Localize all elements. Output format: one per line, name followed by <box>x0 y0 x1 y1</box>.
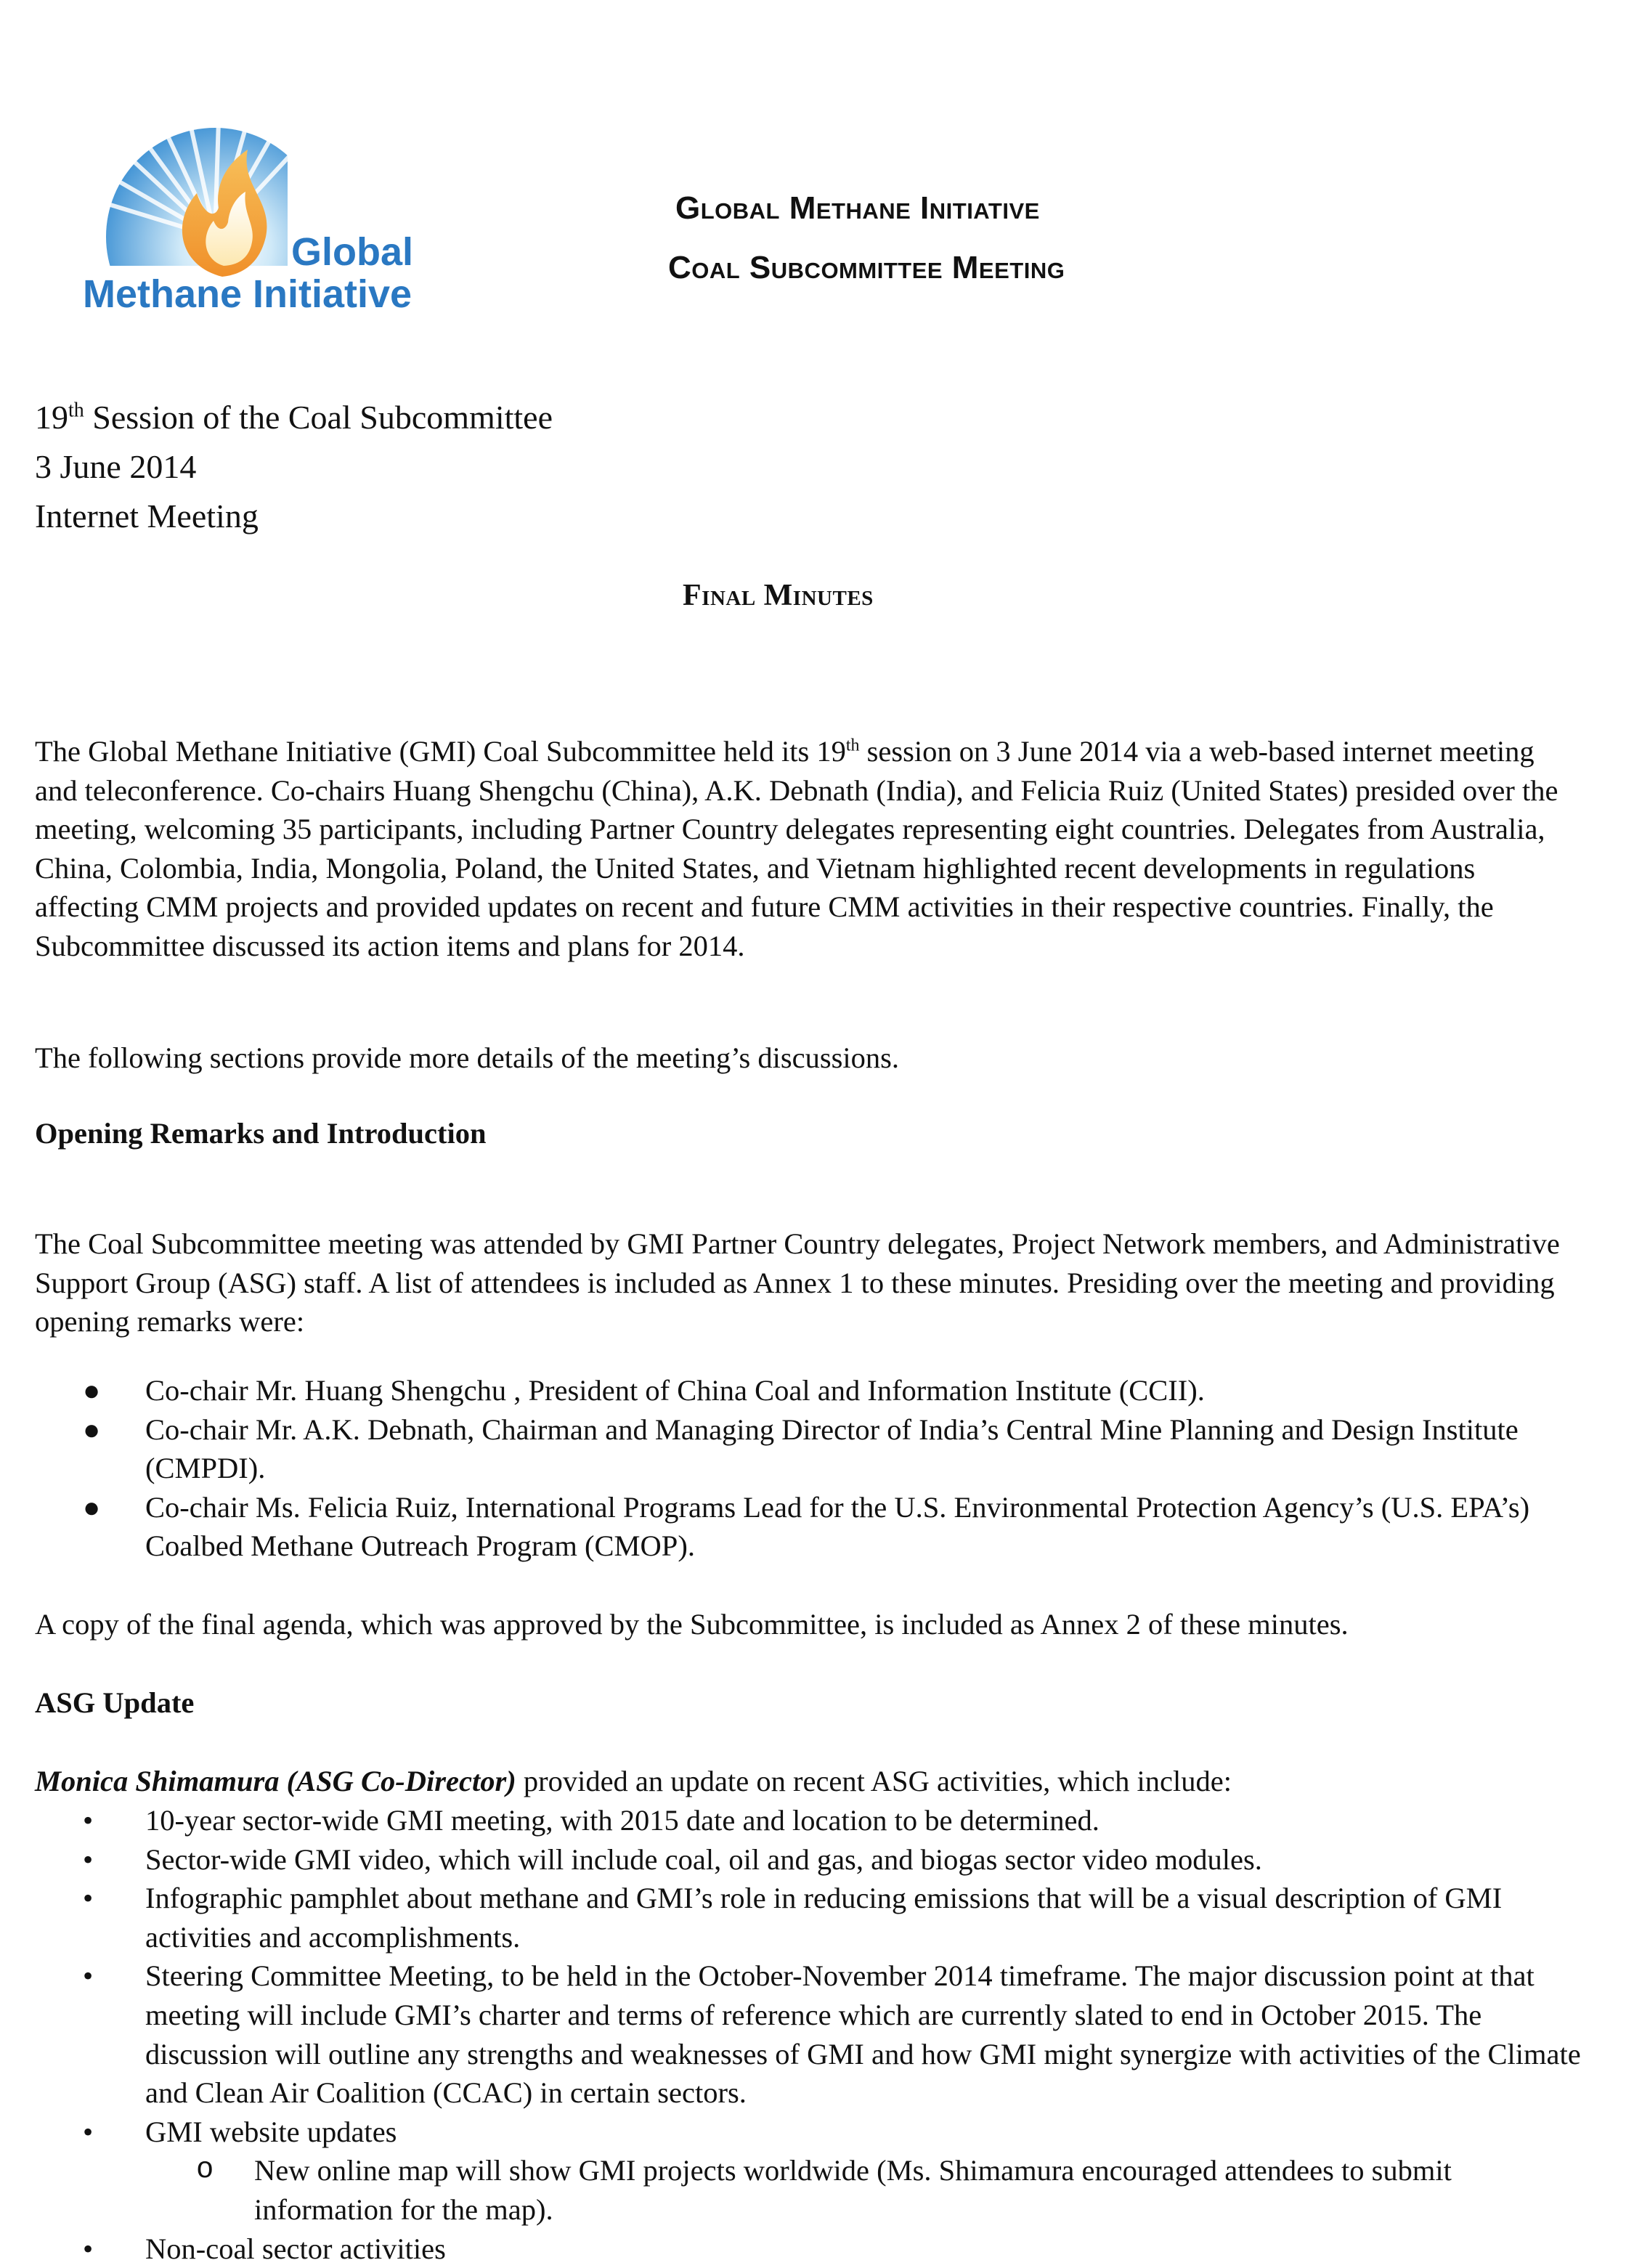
intro-text-part1: The Global Methane Initiative (GMI) Coal Subcommittee held its 19 <box>35 735 846 768</box>
logo-word-global: Global <box>291 230 414 274</box>
list-item-text: Steering Committee Meeting, to be held in the October-November 2014 timeframe. The major discussion point at that meeting will include GMI’s charter and terms of reference which are currently slated to end in October 2015. The discussion will outline any strengths and weaknesses of GMI and how GMI might synergize with activities of the Climate and Clean Air Coalition (CCAC) in certain sectors. <box>145 1959 1581 2110</box>
list-item <box>35 1801 1582 1840</box>
session-number: 19 <box>35 399 68 436</box>
logo-word-methane-initiative: Methane Initiative <box>83 272 412 316</box>
bullet-icon: • <box>83 1842 94 1876</box>
list-item <box>35 1410 1582 1488</box>
gmi-logo <box>70 121 476 331</box>
sub-list-item-text: New online map will show GMI projects worldwide (Ms. Shimamura encouraged attendees to submit information for the map). <box>254 2154 1452 2226</box>
list-item-text: GMI website updates <box>145 2115 397 2148</box>
meeting-location: Internet Meeting <box>35 497 259 535</box>
asg-lead-text: provided an update on recent ASG activities, which include: <box>516 1765 1232 1797</box>
opening-remarks-paragraph: The Coal Subcommittee meeting was attended by GMI Partner Country delegates, Project Network members, and Administrative Support Group (ASG) staff. A list of attendees is included as Annex 1 to these minutes. Presiding over the meeting and providing opening remarks were: <box>35 1227 1560 1338</box>
speaker-name: Monica Shimamura (ASG Co-Director) <box>35 1765 516 1797</box>
asg-activities-list <box>35 1801 1582 2268</box>
list-item <box>35 2230 1582 2268</box>
list-item-text: Non-coal sector activities <box>145 2232 446 2265</box>
list-item <box>35 1956 1582 2112</box>
intro-paragraph <box>35 732 1582 966</box>
bullet-icon: • <box>83 1959 94 1993</box>
session-text: Session of the Coal Subcommittee <box>84 399 553 436</box>
list-item-text: Co-chair Mr. Huang Shengchu , President of China Coal and Information Institute (CCII). <box>145 1374 1205 1407</box>
list-item-text: Infographic pamphlet about methane and GMI’s role in reducing emissions that will be a visual description of GMI activities and accomplishments. <box>145 1882 1503 1954</box>
header-title-line1: Global Methane Initiative <box>675 190 1040 226</box>
bullet-icon: • <box>83 2115 94 2148</box>
bullet-icon: • <box>83 1804 94 1837</box>
bullet-icon: • <box>83 2232 94 2265</box>
section-heading-asg-update: ASG Update <box>35 1686 195 1719</box>
bullet-icon: ● <box>83 1413 101 1446</box>
agenda-paragraph: A copy of the final agenda, which was approved by the Subcommittee, is included as Annex 2 of these minutes. <box>35 1608 1349 1641</box>
bullet-icon: ● <box>83 1490 101 1524</box>
document-title: Final Minutes <box>683 579 874 612</box>
list-item-text: 10-year sector-wide GMI meeting, with 2015 date and location to be determined. <box>145 1804 1100 1837</box>
intro-superscript: th <box>845 736 860 755</box>
list-item-text: Co-chair Mr. A.K. Debnath, Chairman and Managing Director of India’s Central Mine Planning and Design Institute (CMPDI). <box>145 1413 1519 1485</box>
intro-text-part2: session on 3 June 2014 via a web-based internet meeting and teleconference. Co-chairs Huang Shengchu (China), A.K. Debnath (India), and Felicia Ruiz (United States) presided over the meeting, welcoming 35 participants, including Partner Country delegates representing eight countries. Delegates from Australia, China, Colombia, India, Mongolia, Poland, the United States, and Vietnam highlighted recent developments in regulations affecting CMM projects and provided updates on recent and future CMM activities in their respective countries. Finally, the Subcommittee discussed its action items and plans for 2014. <box>35 735 1558 962</box>
following-paragraph: The following sections provide more details of the meeting’s discussions. <box>35 1041 900 1074</box>
sub-list-item <box>35 2151 1582 2229</box>
bullet-icon: • <box>83 1882 94 1915</box>
meeting-date: 3 June 2014 <box>35 448 197 485</box>
header-title-line2: Coal Subcommittee Meeting <box>668 250 1065 285</box>
co-chairs-list <box>35 1371 1582 1566</box>
list-item <box>35 1488 1582 1566</box>
list-item <box>35 1371 1582 1410</box>
list-item <box>35 1879 1582 1956</box>
list-item-text: Sector-wide GMI video, which will include coal, oil and gas, and biogas sector video modules. <box>145 1842 1262 1876</box>
list-item <box>35 2113 1582 2152</box>
session-superscript: th <box>68 399 84 422</box>
session-line <box>35 398 553 436</box>
list-item <box>35 1840 1582 1879</box>
asg-update-lead <box>35 1762 1582 1801</box>
bullet-icon: ● <box>83 1374 101 1407</box>
section-heading-opening-remarks: Opening Remarks and Introduction <box>35 1117 487 1150</box>
sub-bullet-icon: o <box>196 2153 214 2187</box>
list-item-text: Co-chair Ms. Felicia Ruiz, International Programs Lead for the U.S. Environmental Protection Agency’s (U.S. EPA’s) Coalbed Methane Outreach Program (CMOP). <box>145 1490 1530 1563</box>
